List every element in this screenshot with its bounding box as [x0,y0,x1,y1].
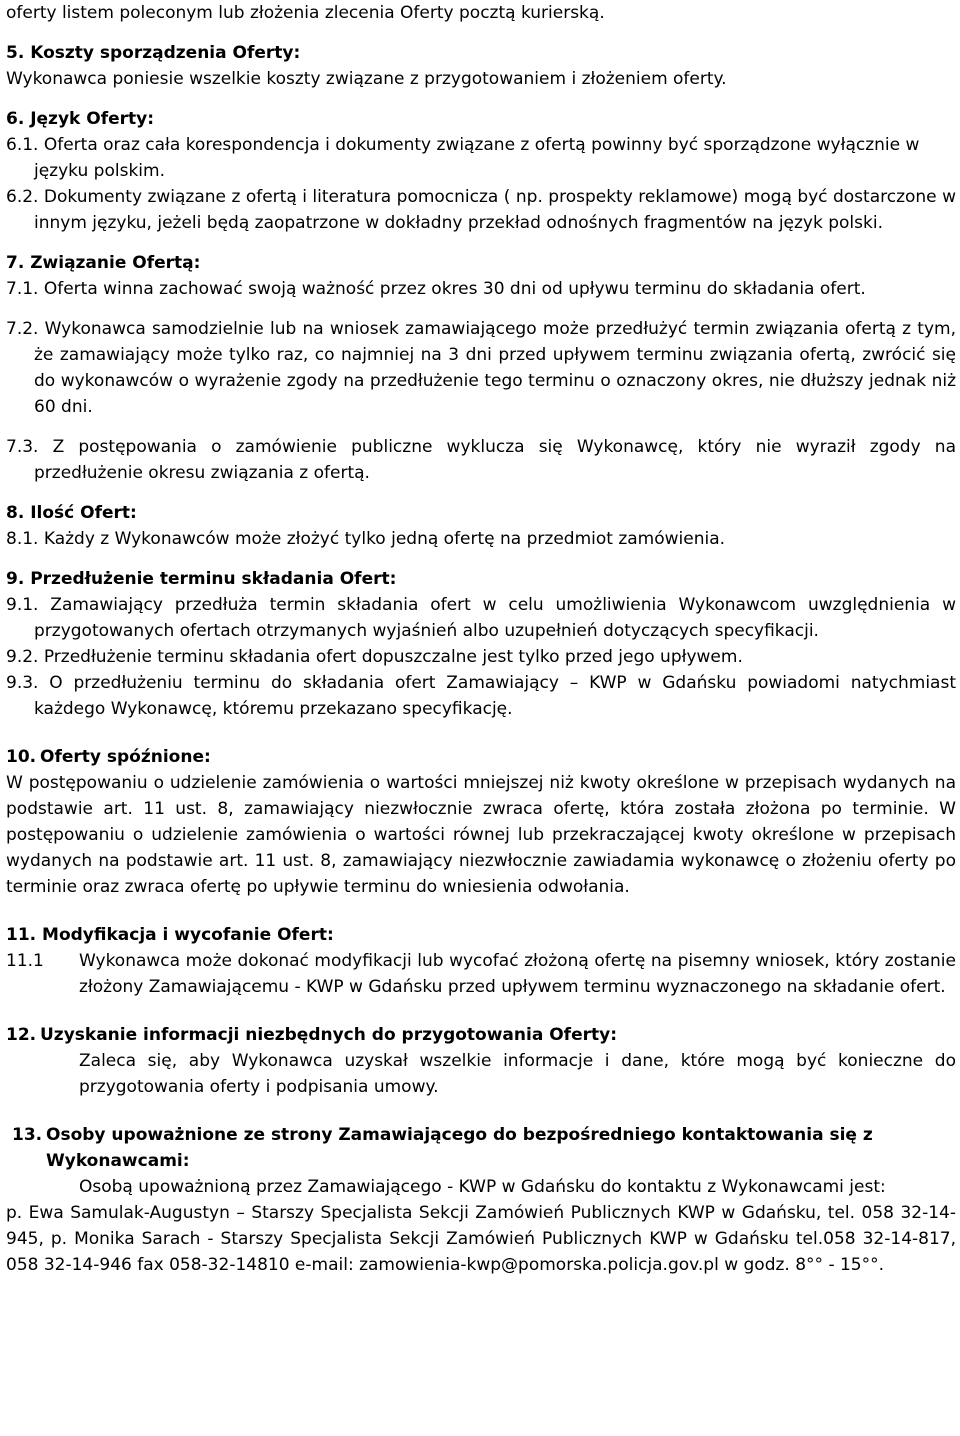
section-13-contacts: p. Ewa Samulak-Augustyn – Starszy Specjalista Sekcji Zamówień Publicznych KWP w Gdańsku, tel. 058 32-14-945, p. Monika Sarach - Starszy Specjalista Sekcji Zamówień Publicznych KWP w Gdańsku tel.058 32-14-817, 058 32-14-946 fax 058-32-14810 e-mail: zamowienia-kwp@pomorska.policja.gov.pl w godz. 8°° - 15°°. [6,1203,956,1275]
section-9-2: 9.2. Przedłużenie terminu składania ofert dopuszczalne jest tylko przed jego upływem. [6,647,743,667]
section-13-number: 13. [12,1125,43,1145]
section-8-1: 8.1. Każdy z Wykonawców może złożyć tylko jedną ofertę na przedmiot zamówienia. [6,529,726,549]
section-8-title: 8. Ilość Ofert: [6,503,137,523]
section-10-title-text: Oferty spóźnione: [40,747,211,767]
section-5-text: Wykonawca poniesie wszelkie koszty związane z przygotowaniem i złożeniem oferty. [6,69,727,89]
section-13-title [6,1122,956,1174]
section-9-title: 9. Przedłużenie terminu składania Ofert: [6,569,397,589]
section-6-1: 6.1. Oferta oraz cała korespondencja i dokumenty związane z ofertą powinny być sporządzone wyłącznie w języku polskim. [6,135,920,181]
section-11-1-text: Wykonawca może dokonać modyfikacji lub wycofać złożoną ofertę na pisemny wniosek, który zostanie złożony Zamawiającemu - KWP w Gdańsku przed upływem terminu wyznaczonego na składanie ofert. [79,951,956,997]
section-12-text: Zaleca się, aby Wykonawca uzyskał wszelkie informacje i dane, które mogą być konieczne do przygotowania oferty i podpisania umowy. [79,1051,956,1097]
section-10-number: 10. [6,747,37,767]
section-13-title-text: Osoby upoważnione ze strony Zamawiającego do bezpośredniego kontaktowania się z Wykonawcami: [46,1125,873,1171]
section-12-title [6,1022,956,1048]
section-11-1-number: 11.1 [6,951,44,971]
section-12-number: 12. [6,1025,37,1045]
section-12-title-text: Uzyskanie informacji niezbędnych do przygotowania Oferty: [40,1025,617,1045]
section-9-1: 9.1. Zamawiający przedłuża termin składania ofert w celu umożliwienia Wykonawcom uwzględnienia w przygotowanych ofertach otrzymanych wyjaśnień albo uzupełnień dotyczących specyfikacji. [6,595,956,641]
section-6-2: 6.2. Dokumenty związane z ofertą i literatura pomocnicza ( np. prospekty reklamowe) mogą być dostarczone w innym języku, jeżeli będą zaopatrzone w dokładny przekład odnośnych fragmentów na język polski. [6,187,956,233]
section-7-title: 7. Związanie Ofertą: [6,253,201,273]
section-10-title [6,744,956,770]
section-7-3: 7.3. Z postępowania o zamówienie publiczne wyklucza się Wykonawcę, który nie wyraził zgody na przedłużenie okresu związania z ofertą. [6,437,956,483]
section-6-title: 6. Język Oferty: [6,109,155,129]
section-11-title: 11. Modyfikacja i wycofanie Ofert: [6,925,334,945]
section-11-1 [6,948,956,1000]
top-line: oferty listem poleconym lub złożenia zlecenia Oferty pocztą kurierską. [6,3,605,23]
section-13-intro: Osobą upoważnioną przez Zamawiającego - KWP w Gdańsku do kontaktu z Wykonawcami jest: [79,1177,886,1197]
section-9-3: 9.3. O przedłużeniu terminu do składania ofert Zamawiający – KWP w Gdańsku powiadomi natychmiast każdego Wykonawcę, któremu przekazano specyfikację. [6,673,956,719]
section-7-1: 7.1. Oferta winna zachować swoją ważność przez okres 30 dni od upływu terminu do składania ofert. [6,279,866,299]
section-5-title: 5. Koszty sporządzenia Oferty: [6,43,301,63]
section-10-text: W postępowaniu o udzielenie zamówienia o wartości mniejszej niż kwoty określone w przepisach wydanych na podstawie art. 11 ust. 8, zamawiający niezwłocznie zwraca ofertę, która została złożona po terminie. W postępowaniu o udzielenie zamówienia o wartości równej lub przekraczającej kwoty określone w przepisach wydanych na podstawie art. 11 ust. 8, zamawiający niezwłocznie zawiadamia wykonawcę o złożeniu oferty po terminie oraz zwraca ofertę po upływie terminu do wniesienia odwołania. [6,773,956,897]
section-7-2: 7.2. Wykonawca samodzielnie lub na wniosek zamawiającego może przedłużyć termin związania ofertą z tym, że zamawiający może tylko raz, co najmniej na 3 dni przed upływem terminu związania ofertą, zwrócić się do wykonawców o wyrażenie zgody na przedłużenie tego terminu o oznaczony okres, nie dłuższy jednak niż 60 dni. [6,319,956,417]
